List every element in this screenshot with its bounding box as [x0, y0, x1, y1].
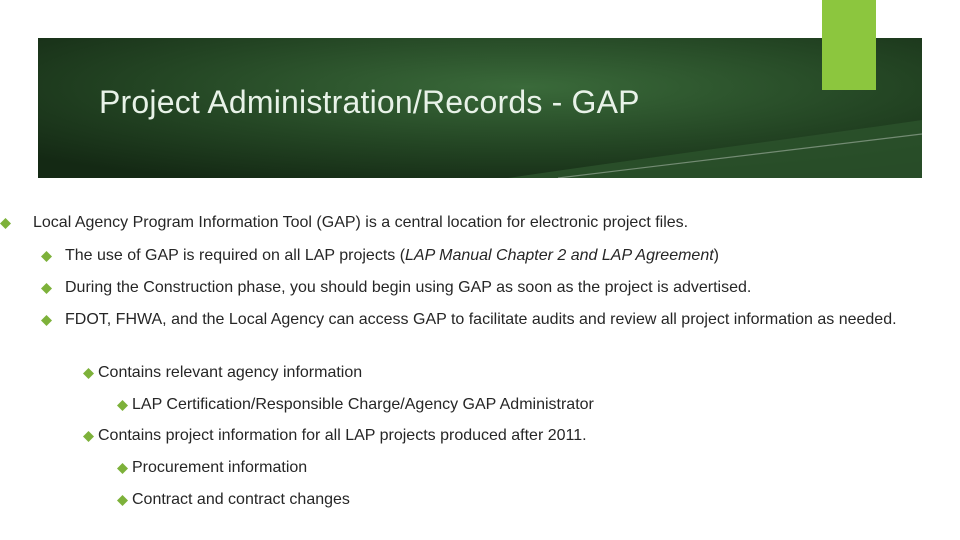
diamond-bullet-icon — [41, 315, 52, 326]
list-item-text-part: The use of GAP is required on all LAP projects ( — [65, 247, 406, 264]
list-item — [98, 425, 938, 447]
diamond-bullet-icon — [0, 218, 11, 229]
list-item — [132, 489, 932, 511]
list-item-text — [65, 245, 945, 267]
diamond-bullet-icon — [117, 400, 128, 411]
list-item — [98, 362, 938, 384]
list-item — [33, 212, 933, 234]
document-reference: LAP Manual Chapter 2 and LAP Agreement — [405, 247, 714, 264]
diamond-bullet-icon — [41, 283, 52, 294]
list-item — [132, 457, 932, 479]
list-item-text: Contract and contract changes — [132, 491, 350, 508]
list-item-text: Contains relevant agency information — [98, 364, 363, 381]
list-item-text: LAP Certification/Responsible Charge/Agency GAP Administrator — [132, 396, 594, 413]
list-item — [132, 394, 932, 416]
slide-title: Project Administration/Records - GAP — [99, 84, 640, 120]
diamond-bullet-icon — [83, 431, 94, 442]
list-item-text: Local Agency Program Information Tool (GAP) is a central location for electronic project files. — [33, 214, 689, 231]
list-item-text-part: ) — [713, 247, 719, 264]
diamond-bullet-icon — [117, 463, 128, 474]
list-item — [65, 277, 945, 299]
list-item-text: During the Construction phase, you should begin using GAP as soon as the project is advertised. — [65, 279, 752, 296]
diamond-bullet-icon — [41, 251, 52, 262]
list-item-text: Procurement information — [132, 459, 308, 476]
list-item — [65, 245, 945, 267]
list-item-text: FDOT, FHWA, and the Local Agency can access GAP to facilitate audits and review all project information as needed. — [65, 311, 897, 328]
diamond-bullet-icon — [83, 368, 94, 379]
diamond-bullet-icon — [117, 495, 128, 506]
list-item-text: Contains project information for all LAP projects produced after 2011. — [98, 427, 587, 444]
list-item — [65, 309, 945, 331]
